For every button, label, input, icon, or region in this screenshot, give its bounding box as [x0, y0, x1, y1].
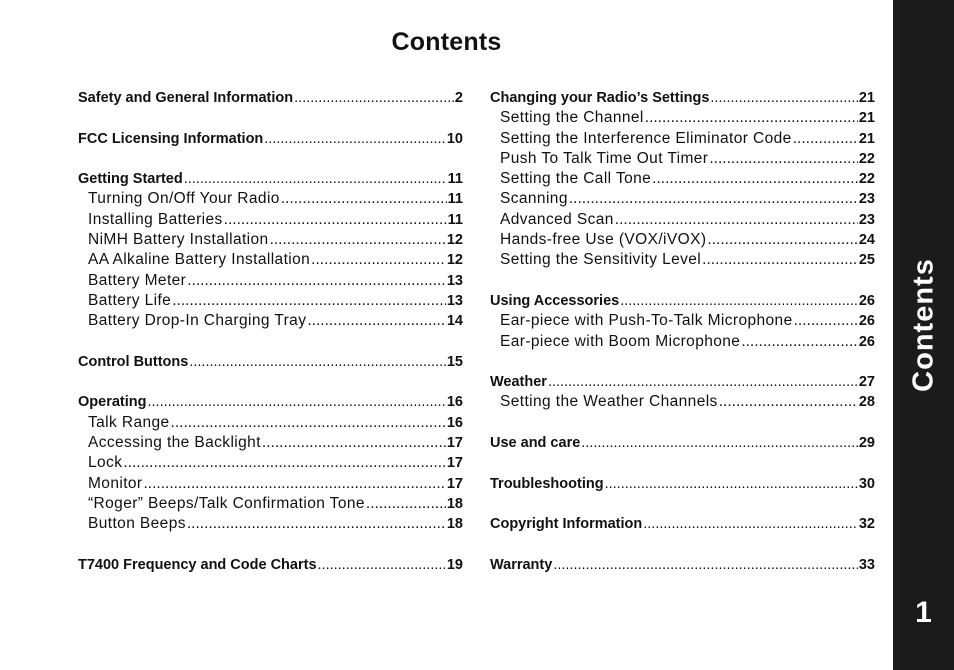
toc-page-number: 16: [446, 414, 463, 431]
dot-leader: [553, 555, 858, 575]
toc-spacer: [490, 271, 875, 291]
toc-entry-label: Setting the Sensitivity Level: [500, 251, 702, 269]
toc-entry-label: Using Accessories: [490, 292, 620, 309]
dot-leader: [605, 474, 858, 494]
toc-subsection-entry[interactable]: [490, 332, 875, 352]
toc-page-number: 17: [446, 435, 463, 452]
toc-entry-label: Battery Meter: [88, 271, 187, 289]
toc-entry-label: Push To Talk Time Out Timer: [500, 149, 709, 167]
page-number: 1: [915, 596, 932, 629]
toc-entry-label: AA Alkaline Battery Installation: [88, 251, 311, 269]
dot-leader: [652, 169, 858, 189]
toc-page-number: 12: [446, 232, 463, 249]
toc-subsection-entry[interactable]: [490, 392, 875, 412]
toc-entry-label: Setting the Weather Channels: [500, 393, 718, 411]
toc-section-entry[interactable]: [78, 352, 463, 372]
toc-page-number: 23: [858, 191, 875, 208]
toc-entry-label: Ear-piece with Boom Microphone: [500, 332, 741, 350]
toc-page-number: 28: [858, 394, 875, 411]
dot-leader: [709, 149, 858, 169]
toc-subsection-entry[interactable]: [490, 230, 875, 250]
toc-entry-label: Advanced Scan: [500, 210, 614, 228]
toc-entry-label: Hands-free Use (VOX/iVOX): [500, 231, 707, 249]
toc-section-entry[interactable]: [78, 392, 463, 412]
toc-entry-label: “Roger” Beeps/Talk Confirmation Tone: [88, 494, 365, 512]
toc-subsection-entry[interactable]: [78, 514, 463, 534]
toc-page-number: 11: [447, 211, 463, 228]
toc-page-number: 19: [446, 556, 463, 573]
toc-entry-label: Scanning: [500, 190, 568, 208]
toc-subsection-entry[interactable]: [490, 189, 875, 209]
toc-page-number: 24: [858, 232, 875, 249]
toc-subsection-entry[interactable]: [78, 189, 463, 209]
dot-leader: [366, 494, 446, 514]
toc-subsection-entry[interactable]: [490, 250, 875, 270]
toc-page-number: 18: [446, 516, 463, 533]
dot-leader: [123, 453, 446, 473]
toc-subsection-entry[interactable]: [490, 129, 875, 149]
toc-entry-label: FCC Licensing Information: [78, 130, 264, 147]
dot-leader: [184, 169, 447, 189]
toc-subsection-entry[interactable]: [78, 291, 463, 311]
toc-page-number: 29: [858, 435, 875, 452]
toc-spacer: [490, 453, 875, 473]
toc-entry-label: Ear-piece with Push-To-Talk Microphone: [500, 312, 793, 330]
toc-page-number: 17: [446, 475, 463, 492]
toc-subsection-entry[interactable]: [78, 413, 463, 433]
dot-leader: [171, 413, 446, 433]
page-title: Contents: [391, 28, 502, 56]
toc-page-number: 2: [454, 90, 463, 106]
toc-entry-label: Operating: [78, 394, 147, 411]
dot-leader: [702, 250, 858, 270]
toc-left-column: [78, 88, 463, 575]
toc-entry-label: Battery Drop-In Charging Tray: [88, 312, 307, 330]
toc-entry-label: Getting Started: [78, 171, 183, 188]
toc-page-number: 22: [858, 150, 875, 167]
dot-leader: [147, 392, 445, 412]
toc-entry-label: Control Buttons: [78, 353, 189, 370]
toc-page-number: 30: [858, 475, 875, 492]
toc-subsection-entry[interactable]: [78, 271, 463, 291]
toc-page-number: 15: [446, 353, 463, 370]
toc-subsection-entry[interactable]: [78, 230, 463, 250]
toc-subsection-entry[interactable]: [78, 210, 463, 230]
toc-page-number: 11: [447, 191, 463, 208]
toc-spacer: [490, 535, 875, 555]
toc-entry-label: Changing your Radio’s Settings: [490, 90, 710, 106]
toc-page-number: 14: [446, 313, 463, 330]
toc-section-entry[interactable]: [490, 291, 875, 311]
toc-spacer: [78, 108, 463, 128]
toc-entry-label: Safety and General Information: [78, 90, 294, 106]
toc-page-number: 11: [447, 171, 463, 188]
dot-leader: [172, 291, 446, 311]
toc-subsection-entry[interactable]: [490, 311, 875, 331]
toc-page-number: 21: [858, 110, 875, 127]
toc-entry-label: Talk Range: [88, 413, 170, 431]
toc-section-entry[interactable]: [490, 474, 875, 494]
toc-spacer: [490, 352, 875, 372]
dot-leader: [143, 474, 445, 494]
toc-entry-label: Installing Batteries: [88, 210, 223, 228]
toc-page-number: 26: [858, 313, 875, 330]
toc-entry-label: Turning On/Off Your Radio: [88, 190, 280, 208]
dot-leader: [187, 271, 446, 291]
toc-entry-label: Warranty: [490, 556, 553, 573]
toc-entry-label: Monitor: [88, 474, 143, 492]
dot-leader: [311, 250, 446, 270]
dot-leader: [318, 555, 446, 575]
toc-spacer: [78, 535, 463, 555]
toc-page-number: 27: [858, 374, 875, 391]
dot-leader: [581, 433, 858, 453]
toc-spacer: [490, 413, 875, 433]
toc-subsection-entry[interactable]: [78, 250, 463, 270]
dot-leader: [710, 88, 857, 108]
dot-leader: [620, 291, 858, 311]
dot-leader: [264, 129, 446, 149]
toc-entry-label: Button Beeps: [88, 515, 186, 533]
toc-section-entry[interactable]: [78, 129, 463, 149]
toc-section-entry[interactable]: [490, 514, 875, 534]
toc-page-number: 13: [446, 292, 463, 309]
dot-leader: [189, 352, 446, 372]
toc-entry-label: Setting the Call Tone: [500, 170, 652, 188]
toc-page-number: 26: [858, 292, 875, 309]
toc-subsection-entry[interactable]: [78, 494, 463, 514]
toc-page-number: 33: [858, 556, 875, 573]
toc-page-number: 17: [446, 455, 463, 472]
toc-subsection-entry[interactable]: [78, 311, 463, 331]
toc-page-number: 23: [858, 211, 875, 228]
toc-entry-label: Weather: [490, 374, 547, 391]
toc-section-entry[interactable]: [78, 169, 463, 189]
toc-page-number: 16: [446, 394, 463, 411]
toc-page-number: 13: [446, 272, 463, 289]
toc-entry-label: Accessing the Backlight: [88, 434, 261, 452]
dot-leader: [294, 88, 454, 108]
toc-spacer: [78, 372, 463, 392]
toc-page-number: 12: [446, 252, 463, 269]
dot-leader: [719, 392, 858, 412]
toc-section-entry[interactable]: [490, 88, 875, 108]
sidebar-tab: [893, 0, 954, 670]
dot-leader: [307, 311, 446, 331]
toc-page-number: 10: [446, 130, 463, 147]
dot-leader: [741, 332, 858, 352]
dot-leader: [793, 129, 858, 149]
toc-entry-label: Use and care: [490, 435, 581, 452]
toc-spacer: [78, 149, 463, 169]
dot-leader: [270, 230, 446, 250]
toc-section-entry[interactable]: [490, 555, 875, 575]
toc-section-entry[interactable]: [490, 372, 875, 392]
dot-leader: [224, 210, 447, 230]
toc-subsection-entry[interactable]: [490, 108, 875, 128]
toc-entry-label: Lock: [88, 454, 123, 472]
toc-page-number: 25: [858, 252, 875, 269]
toc-subsection-entry[interactable]: [490, 210, 875, 230]
toc-subsection-entry[interactable]: [490, 149, 875, 169]
toc-subsection-entry[interactable]: [78, 453, 463, 473]
toc-entry-label: NiMH Battery Installation: [88, 231, 269, 249]
toc-page-number: 26: [858, 333, 875, 350]
toc-entry-label: Copyright Information: [490, 516, 643, 533]
toc-entry-label: Troubleshooting: [490, 475, 604, 492]
toc-page-number: 21: [858, 90, 875, 106]
toc-right-column: [490, 88, 875, 575]
toc-section-entry[interactable]: [490, 433, 875, 453]
toc-subsection-entry[interactable]: [490, 169, 875, 189]
dot-leader: [281, 189, 447, 209]
toc-entry-label: Setting the Channel: [500, 109, 644, 127]
dot-leader: [187, 514, 446, 534]
dot-leader: [707, 230, 857, 250]
toc-page-number: 18: [446, 495, 463, 512]
toc-page-number: 21: [858, 130, 875, 147]
dot-leader: [262, 433, 446, 453]
dot-leader: [645, 108, 858, 128]
toc-entry-label: Setting the Interference Eliminator Code: [500, 129, 792, 147]
toc-entry-label: Battery Life: [88, 291, 172, 309]
dot-leader: [794, 311, 858, 331]
toc-spacer: [78, 332, 463, 352]
toc-page-number: 22: [858, 171, 875, 188]
toc-subsection-entry[interactable]: [78, 433, 463, 453]
toc-spacer: [490, 494, 875, 514]
toc-section-entry[interactable]: [78, 88, 463, 108]
dot-leader: [569, 189, 858, 209]
dot-leader: [615, 210, 858, 230]
toc-page-number: 32: [858, 516, 875, 533]
dot-leader: [643, 514, 858, 534]
toc-section-entry[interactable]: [78, 555, 463, 575]
sidebar-title: Contents: [907, 258, 939, 392]
toc-entry-label: T7400 Frequency and Code Charts: [78, 556, 317, 573]
dot-leader: [548, 372, 858, 392]
toc-subsection-entry[interactable]: [78, 474, 463, 494]
